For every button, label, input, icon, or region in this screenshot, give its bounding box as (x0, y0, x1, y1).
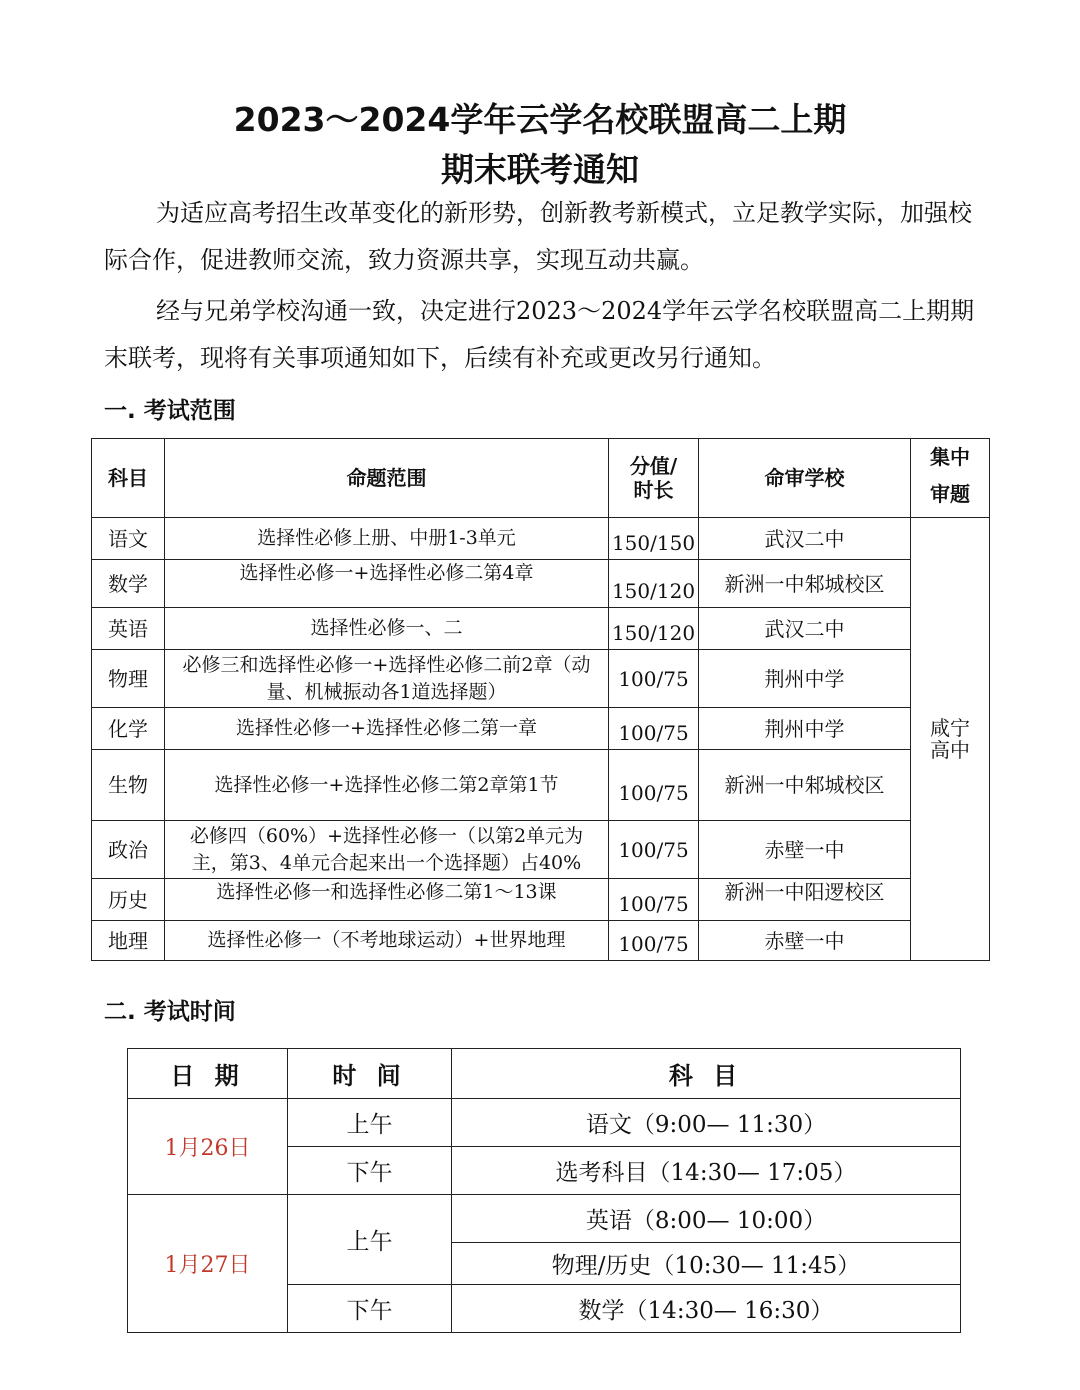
subject-time-cell: 选考科目（14:30— 17:05） (452, 1147, 961, 1195)
subject-cell: 政治 (92, 821, 165, 879)
scope-cell: 选择性必修一+选择性必修二第4章 (165, 560, 609, 608)
school-cell: 荆州中学 (699, 650, 911, 708)
period-cell: 下午 (288, 1285, 452, 1333)
score-cell: 100/75 (609, 821, 699, 879)
table-row (92, 879, 990, 921)
scope-cell: 选择性必修一（不考地球运动）+世界地理 (165, 921, 609, 961)
score-cell: 100/75 (609, 921, 699, 961)
subject-time-cell: 数学（14:30— 16:30） (452, 1285, 961, 1333)
school-cell: 新洲一中邾城校区 (699, 560, 911, 608)
table-row (92, 921, 990, 961)
score-cell: 150/150 (609, 518, 699, 560)
review-school-cell: 咸宁高中 (911, 518, 990, 961)
period-cell: 下午 (288, 1147, 452, 1195)
subject-cell: 历史 (92, 879, 165, 921)
school-cell: 新洲一中邾城校区 (699, 750, 911, 821)
period-cell: 上午 (288, 1195, 452, 1285)
subject-time-cell: 物理/历史（10:30— 11:45） (452, 1243, 961, 1285)
subject-cell: 地理 (92, 921, 165, 961)
score-cell: 100/75 (609, 750, 699, 821)
school-cell: 武汉二中 (699, 518, 911, 560)
table-row (92, 821, 990, 879)
schedule-header-row (128, 1049, 961, 1099)
col-header-time: 时 间 (288, 1049, 452, 1099)
school-cell: 武汉二中 (699, 608, 911, 650)
scope-cell: 选择性必修一+选择性必修二第2章第1节 (165, 750, 609, 821)
subject-cell: 生物 (92, 750, 165, 821)
subject-time-cell: 语文（9:00— 11:30） (452, 1099, 961, 1147)
date-cell: 1月26日 (128, 1099, 288, 1195)
col-header-subject: 科目 (92, 439, 165, 518)
subject-cell: 物理 (92, 650, 165, 708)
scope-cell: 必修三和选择性必修一+选择性必修二前2章（动量、机械振动各1道选择题） (165, 650, 609, 708)
school-cell: 新洲一中阳逻校区 (699, 879, 911, 921)
exam-scope-table (91, 438, 990, 961)
score-cell: 100/75 (609, 879, 699, 921)
school-cell: 赤壁一中 (699, 821, 911, 879)
col-header-date: 日 期 (128, 1049, 288, 1099)
section-heading-exam-scope: 一. 考试范围 (104, 398, 236, 424)
subject-cell: 英语 (92, 608, 165, 650)
table-row (92, 650, 990, 708)
col-header-subject: 科 目 (452, 1049, 961, 1099)
table-header-row (92, 439, 990, 518)
scope-cell: 选择性必修一+选择性必修二第一章 (165, 708, 609, 750)
table-row (92, 518, 990, 560)
subject-cell: 化学 (92, 708, 165, 750)
intro-paragraph-2: 经与兄弟学校沟通一致，决定进行2023～2024学年云学名校联盟高二上期期末联考，现将有关事项通知如下，后续有补充或更改另行通知。 (104, 297, 975, 372)
subject-time-cell: 英语（8:00— 10:00） (452, 1195, 961, 1243)
score-cell: 150/120 (609, 608, 699, 650)
section-heading-exam-time: 二. 考试时间 (104, 999, 236, 1025)
score-cell: 100/75 (609, 650, 699, 708)
score-cell: 150/120 (609, 560, 699, 608)
subject-cell: 数学 (92, 560, 165, 608)
col-header-school: 命审学校 (699, 439, 911, 518)
exam-schedule-table (127, 1048, 961, 1333)
schedule-row (128, 1099, 961, 1147)
col-header-scope: 命题范围 (165, 439, 609, 518)
date-cell: 1月27日 (128, 1195, 288, 1333)
subject-cell: 语文 (92, 518, 165, 560)
table-row (92, 750, 990, 821)
table-row (92, 560, 990, 608)
scope-cell: 选择性必修一、二 (165, 608, 609, 650)
school-cell: 荆州中学 (699, 708, 911, 750)
table-row (92, 708, 990, 750)
scope-cell: 选择性必修上册、中册1-3单元 (165, 518, 609, 560)
school-cell: 赤壁一中 (699, 921, 911, 961)
scope-cell: 必修四（60%）+选择性必修一（以第2单元为主，第3、4单元合起来出一个选择题）占40% (165, 821, 609, 879)
schedule-row (128, 1195, 961, 1243)
col-header-review: 集中 审题 (911, 439, 990, 518)
intro-paragraph-1: 为适应高考招生改革变化的新形势，创新教考新模式，立足教学实际，加强校际合作，促进教师交流，致力资源共享，实现互动共赢。 (104, 199, 972, 274)
table-row (92, 608, 990, 650)
period-cell: 上午 (288, 1099, 452, 1147)
document-title-line1: 2023～2024学年云学名校联盟高二上期 (233, 100, 847, 139)
score-cell: 100/75 (609, 708, 699, 750)
document-title-line2: 期末联考通知 (441, 150, 639, 189)
col-header-score-duration: 分值/ 时长 (609, 439, 699, 518)
scope-cell: 选择性必修一和选择性必修二第1～13课 (165, 879, 609, 921)
